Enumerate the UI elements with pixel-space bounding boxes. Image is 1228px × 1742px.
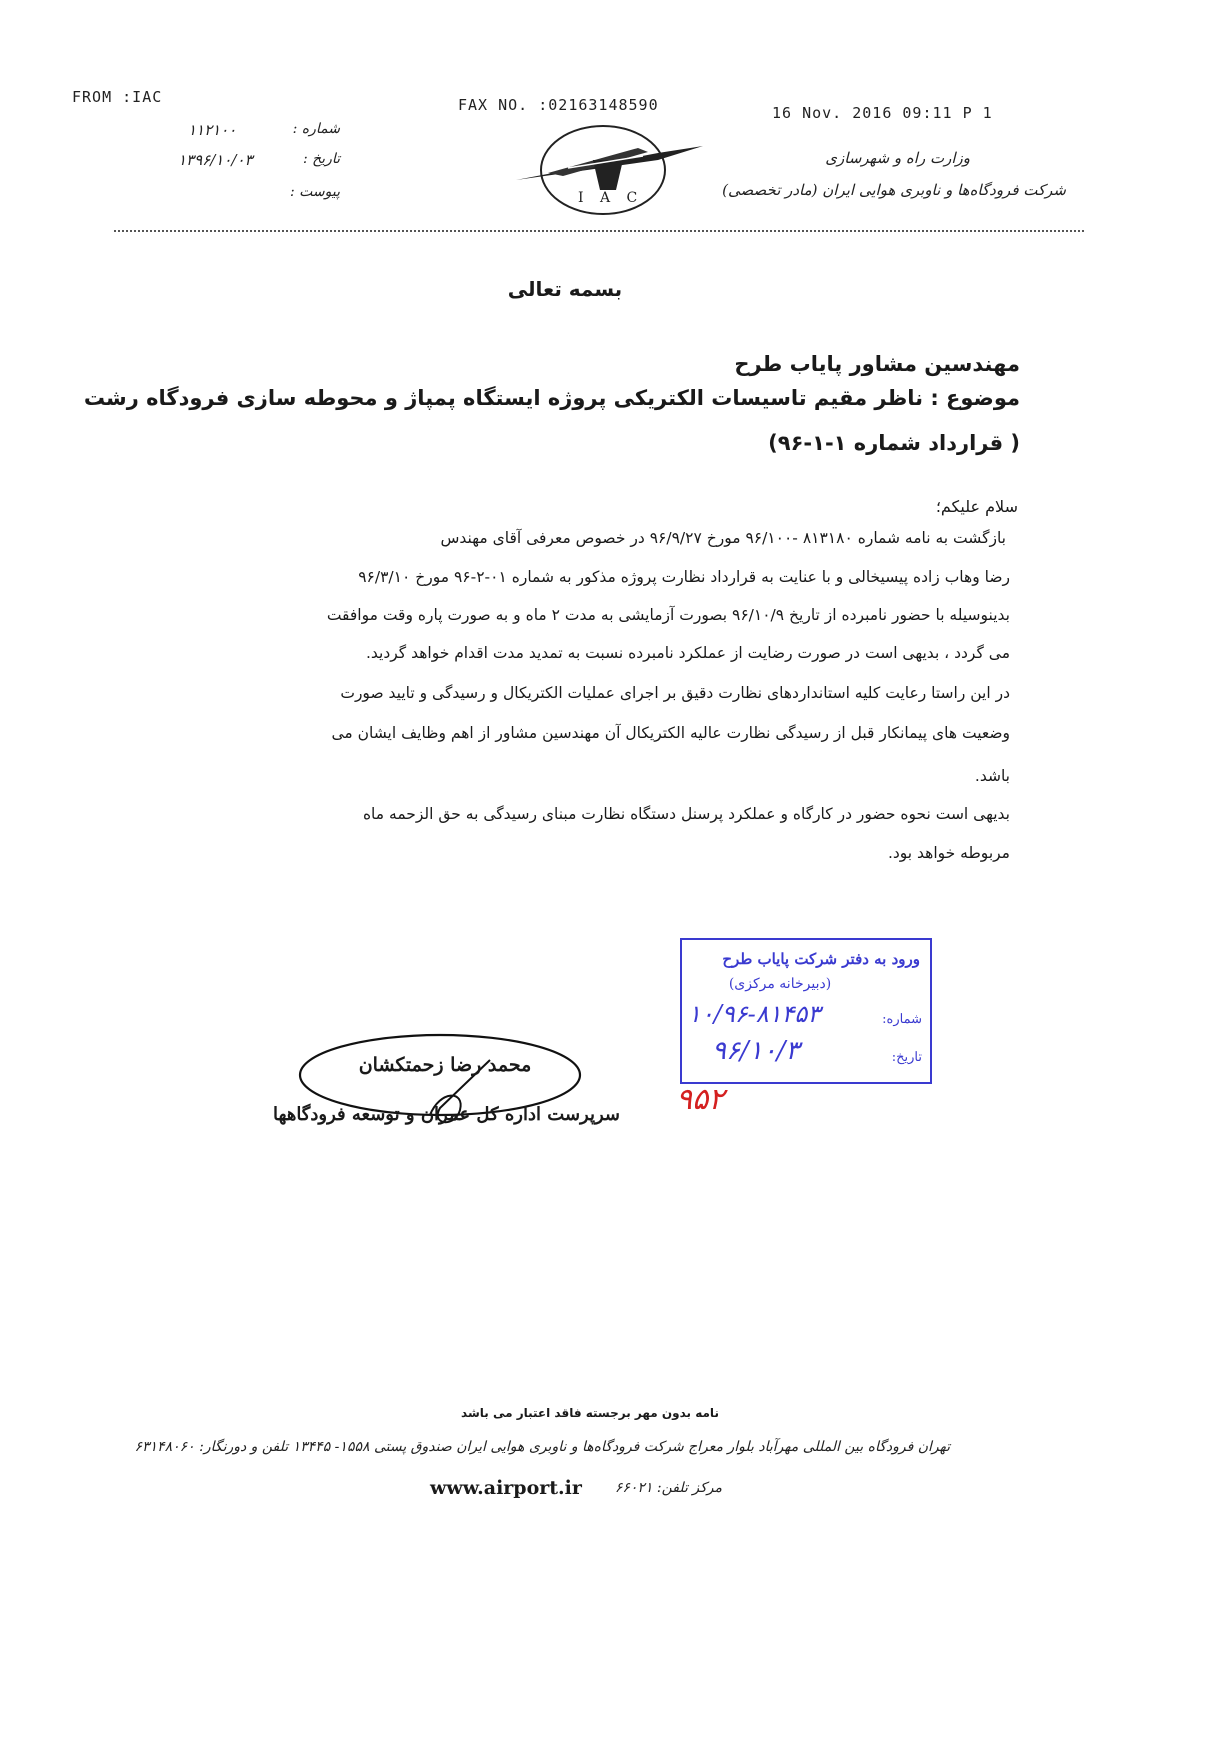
received-stamp bbox=[680, 938, 932, 1084]
body-line: رضا وهاب زاده پیسیخالی و با عنایت به قرارداد نظارت پروژه مذکور به شماره ۰۱-۲-۹۶ مورخ ۹۶/۳/۱۰ bbox=[358, 568, 1010, 586]
letter-number-value: ۱۱۲۱۰۰ bbox=[188, 121, 237, 139]
fax-date-time: 16 Nov. 2016 09:11 P 1 bbox=[772, 104, 993, 122]
recipient: مهندسین مشاور پایاب طرح bbox=[734, 352, 1020, 376]
company-name: شرکت فرودگاه‌ها و ناوبری هوایی ایران (مادر تخصصی) bbox=[722, 181, 1066, 199]
footer-address: تهران فرودگاه بین المللی مهرآباد بلوار معراج شرکت فرودگاه‌ها و ناوبری هوایی ایران صندوق پستی ۱۵۵۸- ۱۳۴۴۵ تلفن و دورنگار: ۶۳۱۴۸۰۶۰ bbox=[134, 1439, 950, 1455]
iac-logo bbox=[508, 118, 708, 218]
fax-number: FAX NO. :02163148590 bbox=[458, 96, 659, 114]
header-divider bbox=[114, 230, 1084, 232]
signer-name: محمد رضا زحمتکشان bbox=[358, 1054, 532, 1076]
body-line: بازگشت به نامه شماره ۸۱۳۱۸۰ -۹۶/۱۰۰ مورخ ۹۶/۹/۲۷ در خصوص معرفی آقای مهندس bbox=[440, 529, 1006, 547]
stamp-number-label: شماره: bbox=[882, 1012, 922, 1027]
body-line: باشد. bbox=[974, 767, 1010, 785]
subject-line-1: موضوع : ناظر مقیم تاسیسات الکتریکی پروژه ایستگاه پمپاژ و محوطه سازی فرودگاه رشت bbox=[83, 386, 1020, 410]
stamp-number-value: ۱۰/۹۶-۸۱۴۵۳ bbox=[688, 1000, 821, 1028]
stamp-line-2: (دبیرخانه مرکزی) bbox=[728, 976, 832, 992]
body-line: مربوطه خواهد بود. bbox=[887, 844, 1010, 862]
letter-title: بسمه تعالی bbox=[507, 277, 623, 301]
ministry-name: وزارت راه و شهرسازی bbox=[825, 149, 970, 167]
body-line: وضعیت های پیمانکار قبل از رسیدگی نظارت عالیه الکتریکال آن مهندسین مشاور از اهم وظایف ایشان می bbox=[331, 724, 1010, 742]
letter-date-value: ۱۳۹۶/۱۰/۰۳ bbox=[178, 151, 253, 169]
stamp-line-1: ورود به دفتر شرکت پایاب طرح bbox=[722, 950, 920, 968]
greeting: سلام علیکم؛ bbox=[935, 497, 1018, 516]
subject-line-2: ( قرارداد شماره ۱-۱-۹۶) bbox=[768, 431, 1020, 455]
body-line: بدینوسیله با حضور نامبرده از تاریخ ۹۶/۱۰/۹ بصورت آزمایشی به مدت ۲ ماه و به صورت پاره وقت موافقت bbox=[326, 606, 1010, 624]
body-line: بدیهی است نحوه حضور در کارگاه و عملکرد پرسنل دستگاه نظارت مبنای رسیدگی به حق الزحمه ماه bbox=[362, 805, 1010, 823]
body-line: می گردد ، بدیهی است در صورت رضایت از عملکرد نامبرده نسبت به تمدید مدت اقدام خواهد گردید. bbox=[365, 644, 1010, 662]
fax-from: FROM :IAC bbox=[72, 88, 163, 106]
body-line: در این راستا رعایت کلیه استانداردهای نظارت دقیق بر اجرای عملیات الکتریکال و رسیدگی و تایید صورت bbox=[340, 684, 1010, 702]
iac-logo-letters: I A C bbox=[578, 190, 644, 206]
footer-phone: مرکز تلفن: ۶۶۰۲۱ bbox=[614, 1480, 722, 1496]
footer-website: www.airport.ir bbox=[430, 1477, 582, 1499]
stamp-date-value: ۹۶/۱۰/۳ bbox=[712, 1036, 800, 1066]
letter-attachment-label: پیوست : bbox=[290, 184, 340, 200]
letter-date-label: تاریخ : bbox=[302, 151, 340, 167]
footer-notice: نامه بدون مهر برجسته فاقد اعتبار می باشد bbox=[461, 1406, 719, 1420]
letter-number-label: شماره : bbox=[292, 121, 340, 137]
red-handwritten-number: ۹۵۲ bbox=[676, 1082, 725, 1117]
signer-position: سرپرست اداره کل عمران و توسعه فرودگاهها bbox=[273, 1104, 620, 1125]
stamp-date-label: تاریخ: bbox=[891, 1050, 922, 1065]
